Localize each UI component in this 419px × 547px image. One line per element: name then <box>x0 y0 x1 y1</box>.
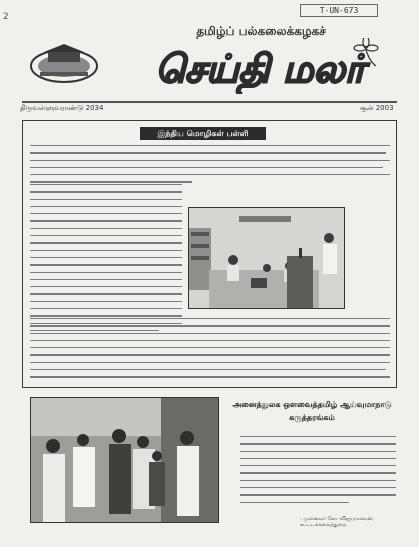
university-name: தமிழ்ப் பல்கலைக்கழகச் <box>196 24 326 38</box>
photo-conference-group <box>30 397 219 523</box>
header-rule <box>22 101 397 103</box>
article2-title <box>232 398 392 424</box>
masthead-title-text: செய்தி மலர் <box>155 47 365 91</box>
article1-column-text <box>30 184 182 337</box>
side-handwritten-mark: 2 <box>3 12 9 22</box>
conference-photo-graphic <box>31 398 219 523</box>
article2-title-line2: கருத்தரங்கம் <box>289 413 335 422</box>
library-stamp: T-UN-673 <box>300 4 378 17</box>
article2-signature: - முனைவர் கோ. விஜயராகவன், கட்டடக்கலைத்துறை <box>300 516 374 528</box>
article1-intro-text <box>30 145 390 189</box>
article2-text <box>240 436 396 509</box>
photo-meeting <box>188 207 345 309</box>
article2-title-line1: அனைத்துலக ஒளவைத்தமிழ் ஆய்வுமாநாடு <box>232 400 392 409</box>
article1-title: இந்திய மொழிகள் பள்ளி <box>140 127 266 140</box>
issue-date: திருவள்ளுவராண்டு 2034 <box>20 104 104 112</box>
university-logo-icon <box>28 42 100 86</box>
article1-bottom-text <box>30 318 390 384</box>
meeting-photo-graphic <box>189 208 345 309</box>
issue-number: சூன் 2003 <box>360 104 394 112</box>
masthead-title <box>130 38 390 94</box>
